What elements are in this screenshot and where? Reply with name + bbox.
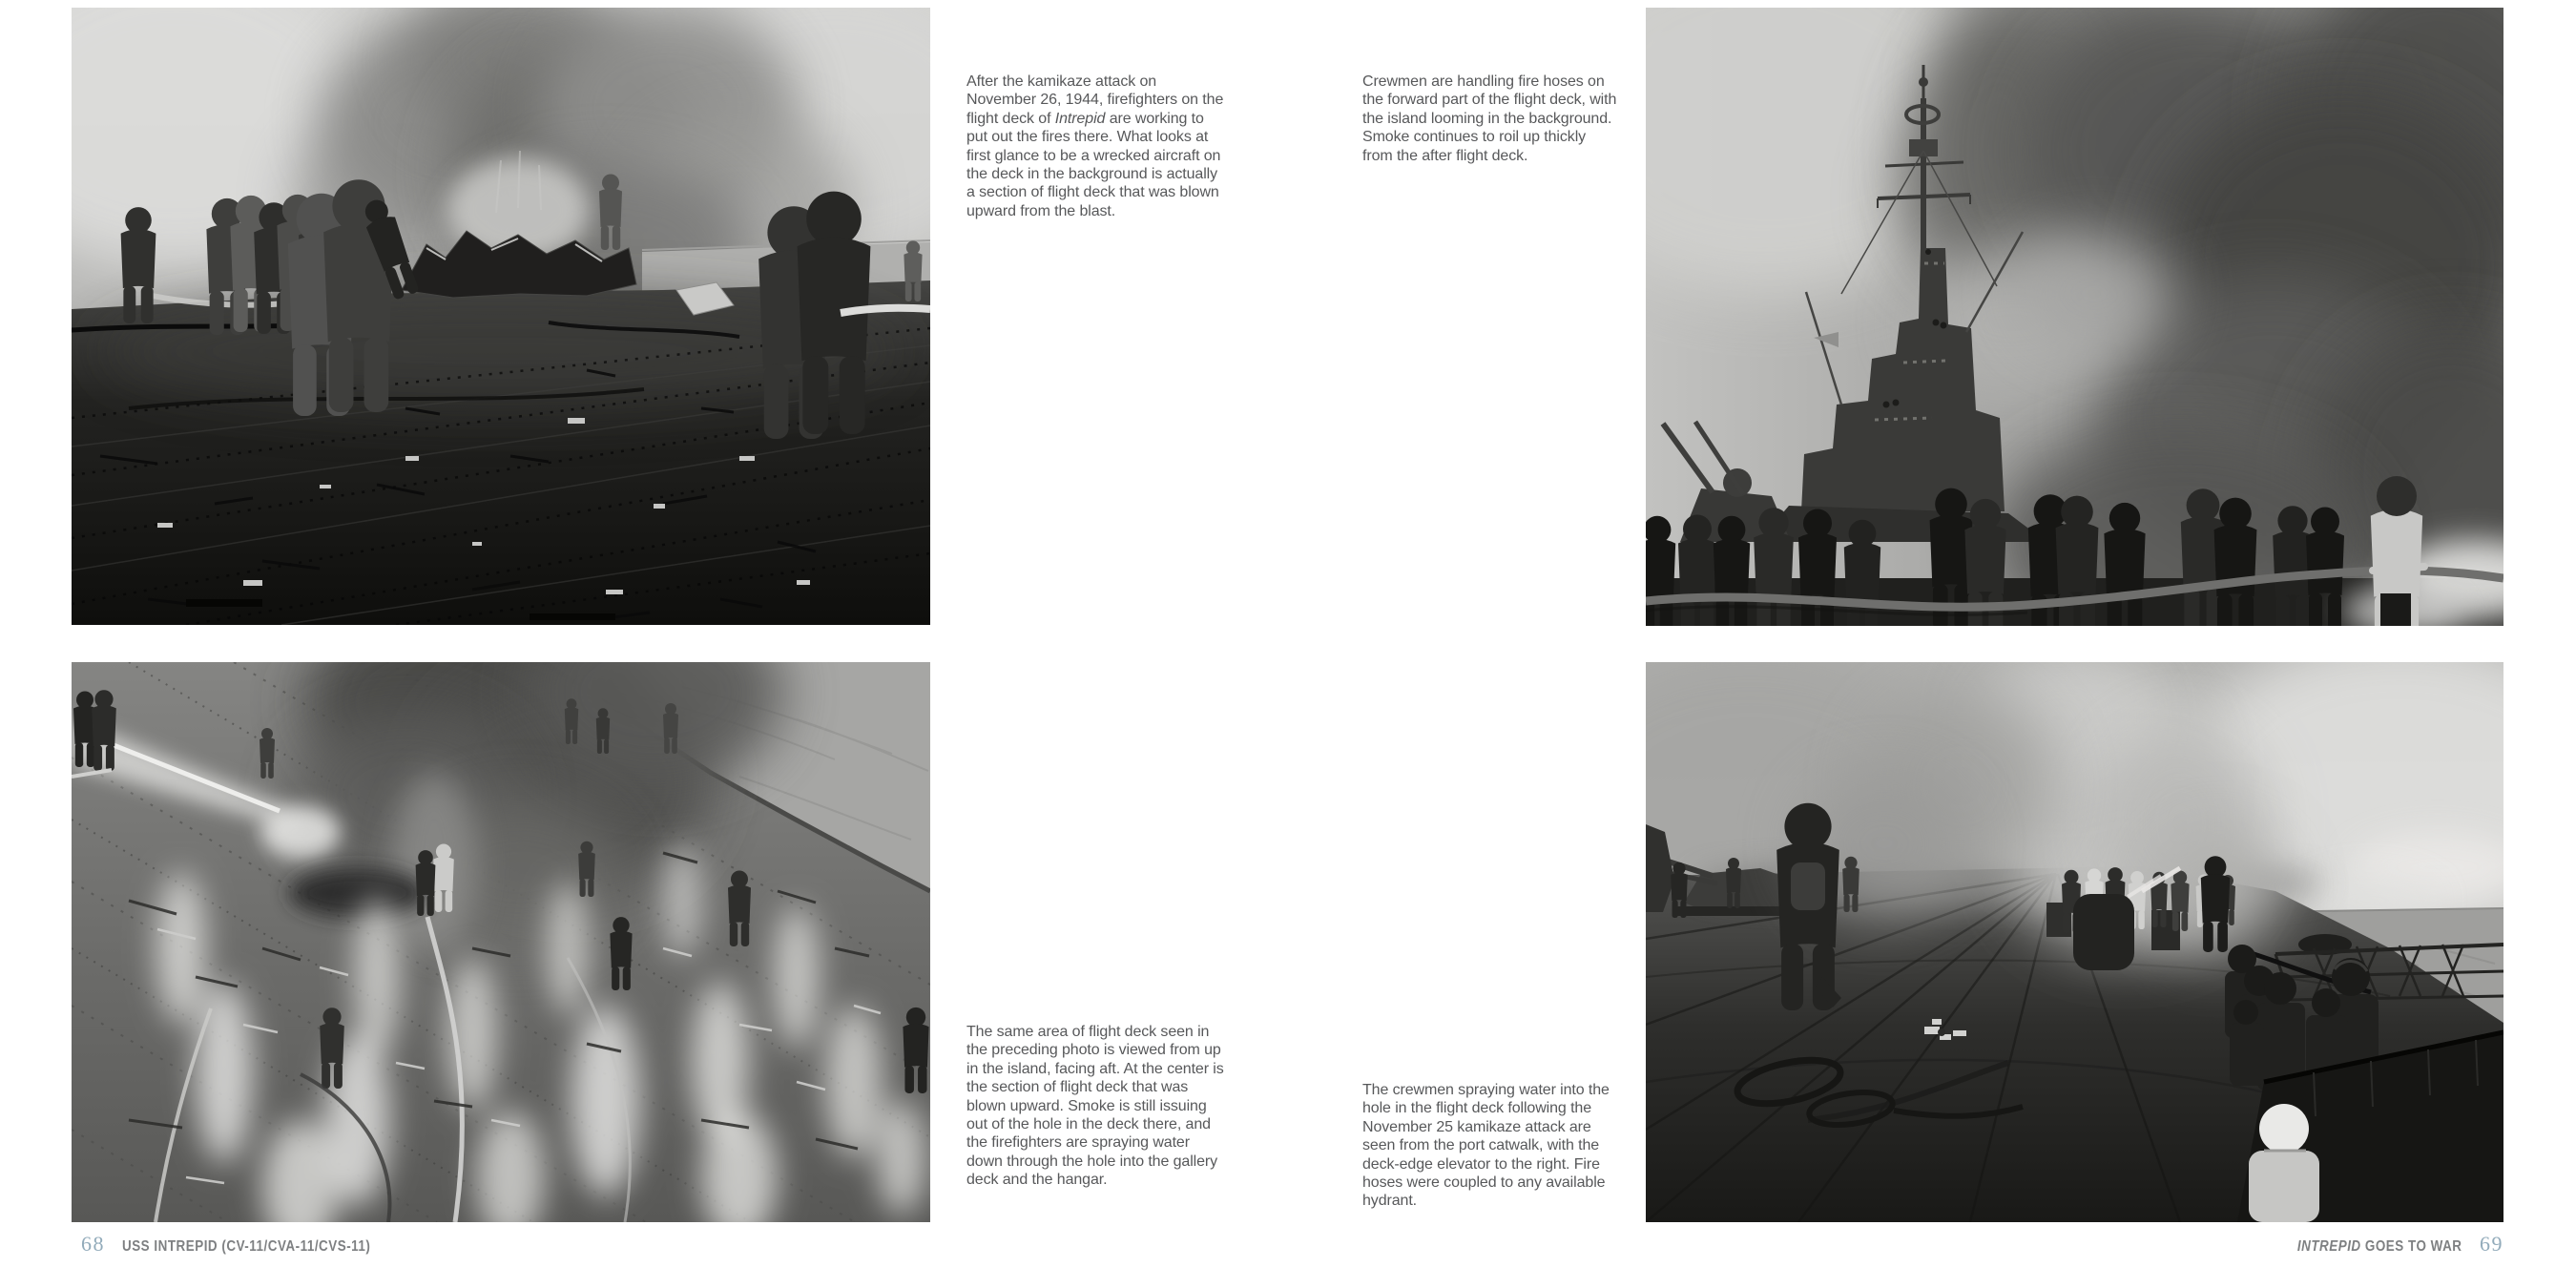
photo-island-smoke xyxy=(1646,8,2503,626)
page-number-right: 69 xyxy=(2480,1232,2503,1256)
caption-top-left xyxy=(966,73,1226,220)
running-title-ship-name: INTREPID xyxy=(2297,1238,2362,1255)
photo-art xyxy=(72,662,930,1222)
footer-right xyxy=(2266,1232,2503,1257)
photo-art xyxy=(1646,662,2503,1222)
footer-left xyxy=(81,1232,418,1257)
photo-art xyxy=(72,8,930,625)
photo-art xyxy=(1646,8,2503,626)
running-title-rest: GOES TO WAR xyxy=(2361,1238,2462,1255)
running-title-left: USS INTREPID (CV-11/CVA-11/CVS-11) xyxy=(122,1238,371,1255)
photo-deck-from-island xyxy=(72,662,930,1222)
caption-text: After the kamikaze attack on November 26, 1944, firefighters on the flight deck of xyxy=(966,73,1224,127)
photo-catwalk-view xyxy=(1646,662,2503,1222)
caption-text: Crewmen are handling fire hoses on the forward part of the flight deck, with the island looming in the background. Smoke continues to roil up thickly from the after flight deck. xyxy=(1362,73,1617,164)
photo-firefighters-deck xyxy=(72,8,930,625)
caption-bottom-left xyxy=(966,1023,1230,1190)
caption-top-right xyxy=(1362,73,1618,165)
running-title-right xyxy=(2297,1238,2462,1256)
page-number-left: 68 xyxy=(81,1232,105,1256)
caption-text: The crewmen spraying water into the hole in the flight deck following the November 25 kamikaze attack are seen from the port catwalk, with the deck-edge elevator to the right. Fire hoses were coupled to any available hydrant. xyxy=(1362,1082,1610,1210)
caption-text: are working to put out the fires there. What looks at first glance to be a wrecked aircraft on the deck in the background is actually a section of flight deck that was blown upward from the blast. xyxy=(966,110,1221,219)
caption-italic-ship-name: Intrepid xyxy=(1054,110,1106,127)
caption-bottom-right xyxy=(1362,1081,1622,1211)
caption-text: The same area of flight deck seen in the preceding photo is viewed from up in the island, facing aft. At the center is the section of flight deck that was blown upward. Smoke is still issuing out of the hole in the deck there, and the firefighters are spraying water down through the hole into the gallery deck and the hangar. xyxy=(966,1024,1224,1189)
